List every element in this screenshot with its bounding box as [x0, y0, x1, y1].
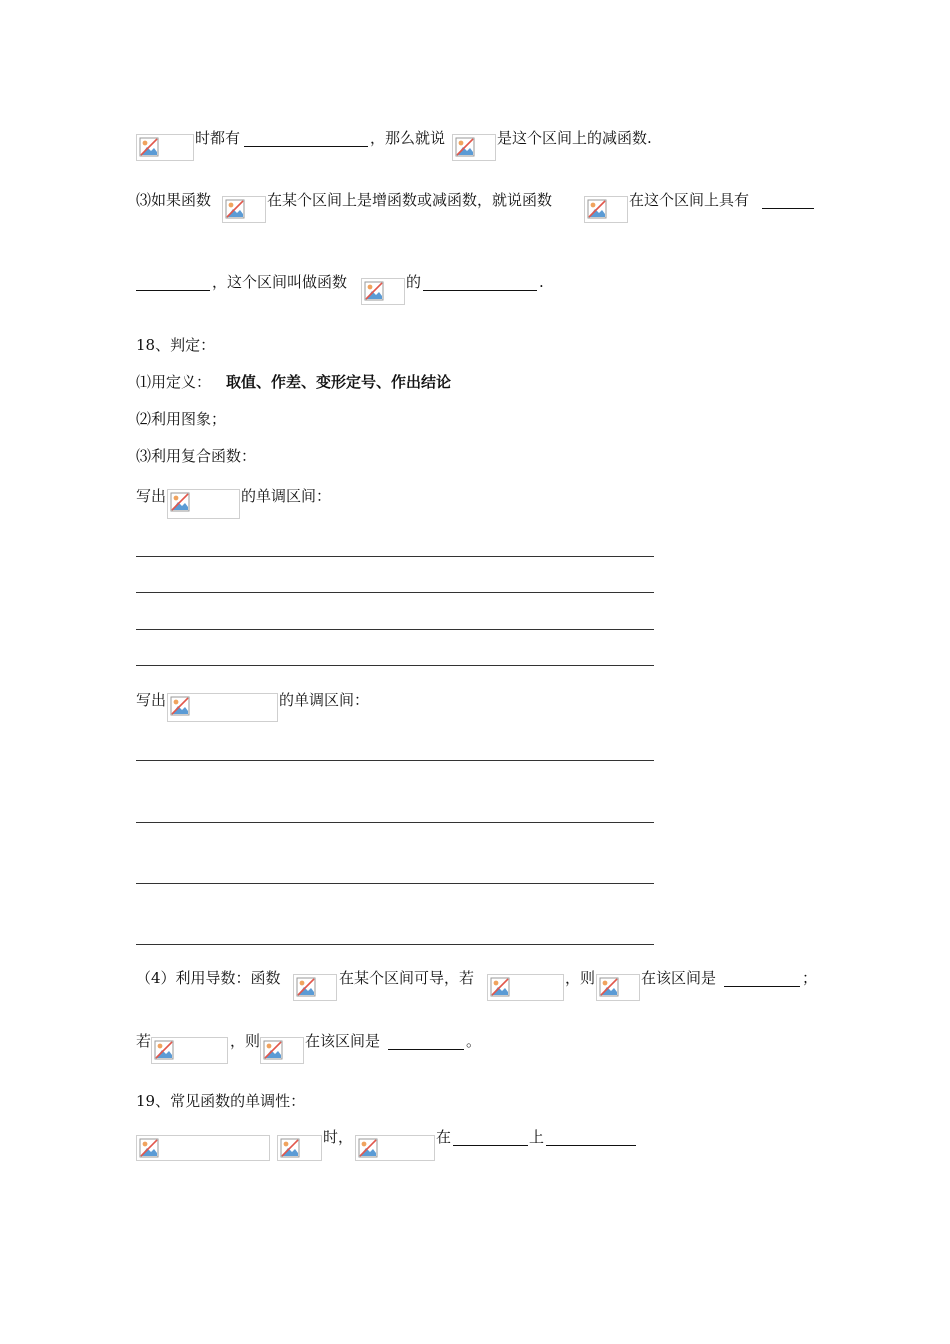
broken-image-icon — [587, 199, 607, 219]
formula-image — [584, 196, 628, 223]
formula-image — [151, 1037, 228, 1064]
broken-image-icon — [296, 977, 316, 997]
answer-blank[interactable] — [244, 128, 368, 147]
answer-blank[interactable] — [762, 190, 814, 209]
answer-line[interactable] — [136, 944, 654, 945]
answer-blank[interactable] — [423, 272, 537, 291]
broken-image-icon — [170, 492, 190, 512]
broken-image-icon — [455, 137, 475, 157]
broken-image-icon — [170, 696, 190, 716]
broken-image-icon — [225, 199, 245, 219]
broken-image-icon — [139, 1138, 159, 1158]
formula-image — [167, 693, 278, 722]
answer-blank[interactable] — [388, 1031, 464, 1050]
answer-blank[interactable] — [724, 968, 800, 987]
broken-image-icon — [490, 977, 510, 997]
broken-image-icon — [599, 977, 619, 997]
formula-image — [293, 974, 337, 1001]
answer-line[interactable] — [136, 556, 654, 557]
answer-blank[interactable] — [546, 1127, 636, 1146]
formula-image — [277, 1135, 322, 1161]
answer-line[interactable] — [136, 665, 654, 666]
formula-image — [136, 1135, 270, 1161]
answer-line[interactable] — [136, 883, 654, 884]
formula-image — [487, 974, 564, 1001]
broken-image-icon — [358, 1138, 378, 1158]
broken-image-icon — [280, 1138, 300, 1158]
answer-line[interactable] — [136, 760, 654, 761]
formula-image — [167, 489, 240, 519]
answer-line[interactable] — [136, 592, 654, 593]
formula-image — [596, 974, 640, 1001]
answer-blank[interactable] — [136, 272, 210, 291]
formula-image — [361, 278, 405, 305]
broken-image-icon — [263, 1040, 283, 1060]
formula-image — [452, 134, 496, 161]
broken-image-icon — [139, 137, 159, 157]
broken-image-icon — [154, 1040, 174, 1060]
formula-image — [260, 1037, 304, 1064]
formula-image — [136, 134, 194, 161]
answer-line[interactable] — [136, 822, 654, 823]
formula-image — [355, 1135, 435, 1161]
broken-image-icon — [364, 281, 384, 301]
answer-line[interactable] — [136, 629, 654, 630]
answer-blank[interactable] — [453, 1127, 528, 1146]
formula-image — [222, 196, 266, 223]
